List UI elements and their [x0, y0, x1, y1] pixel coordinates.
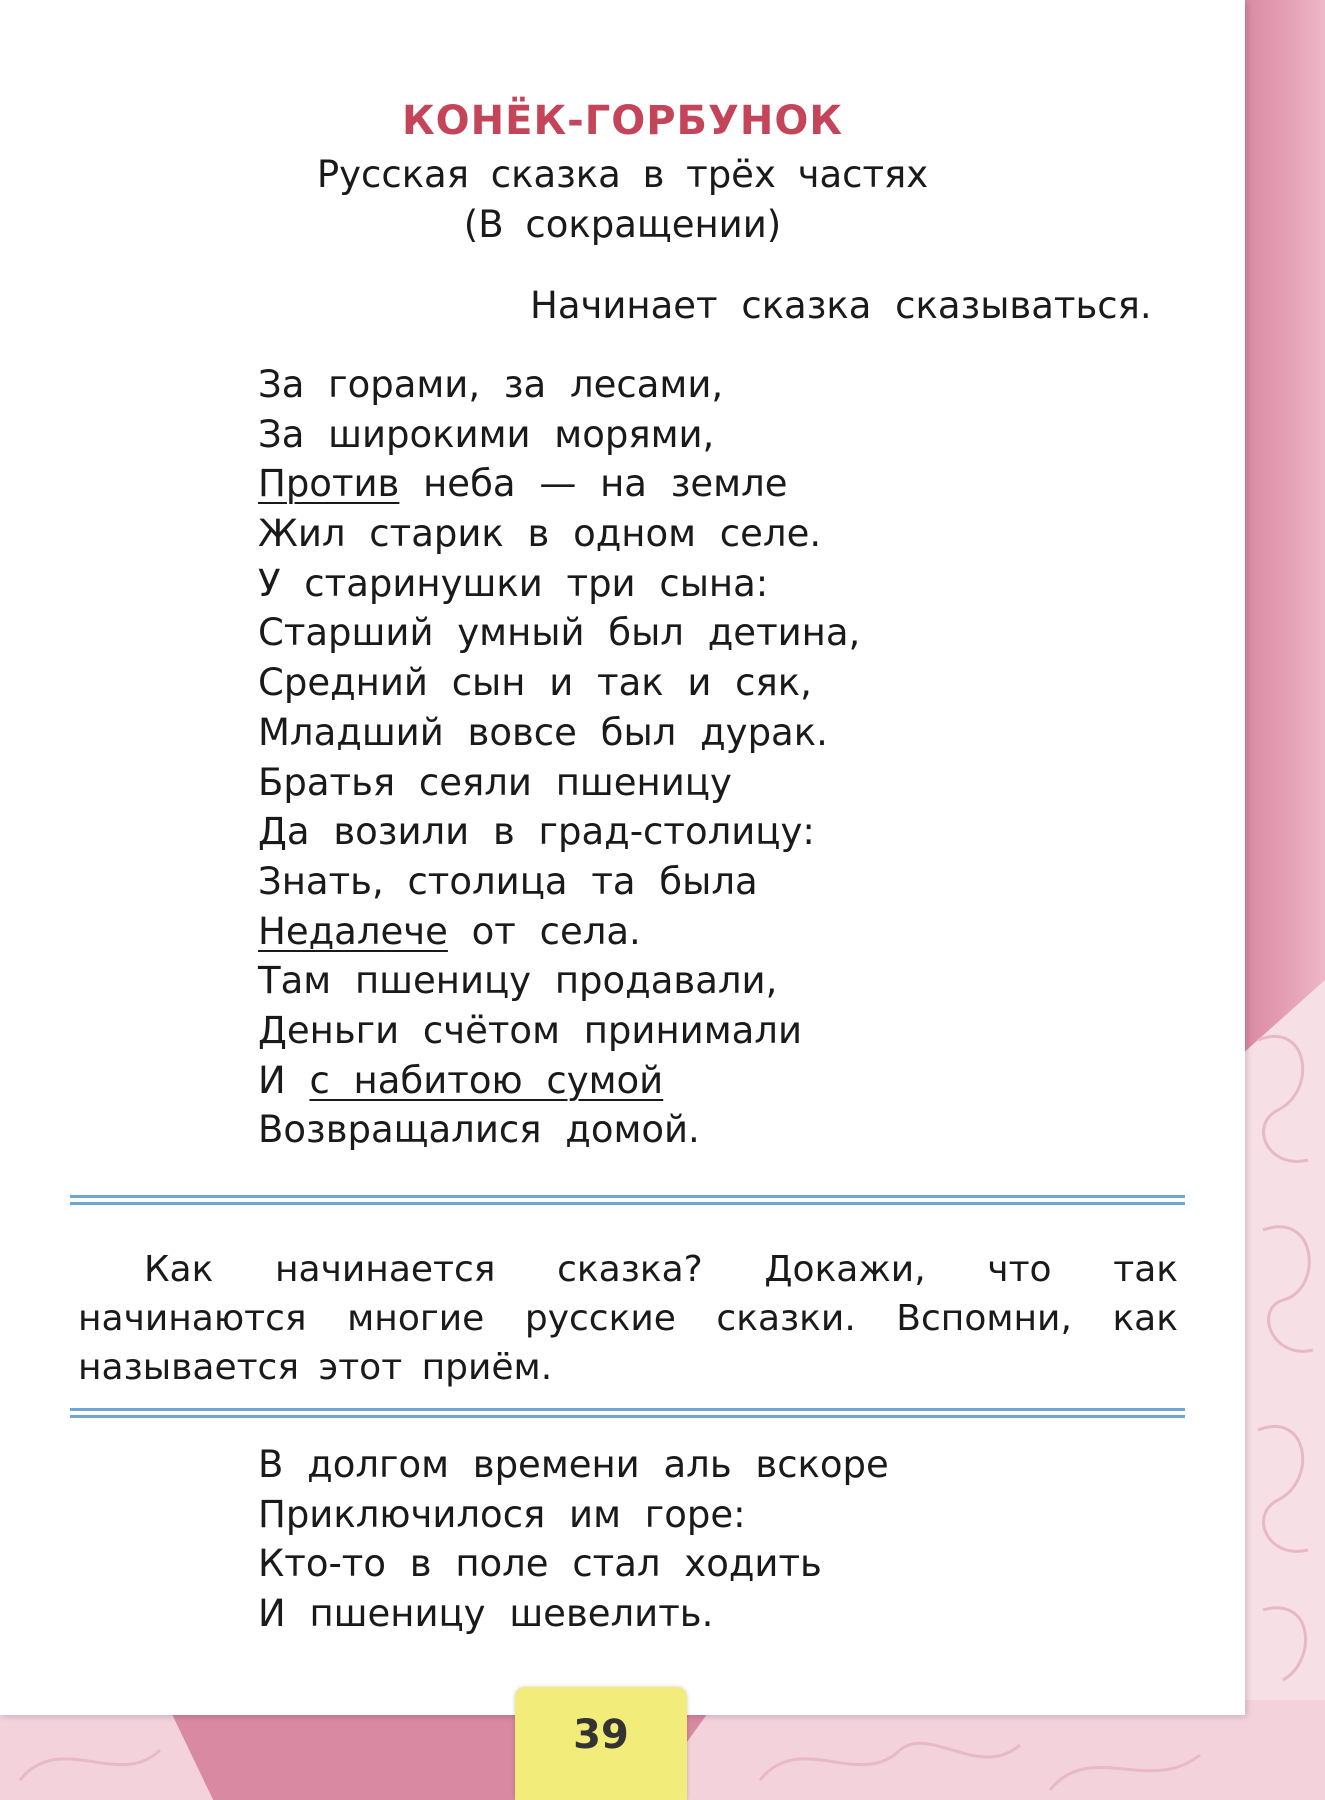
underlined-word: Против — [258, 462, 400, 506]
verse-line: Братья сеяли пшеницу — [258, 760, 732, 804]
verse-line — [258, 1056, 860, 1106]
verse-line: Возвращалися домой. — [258, 1108, 700, 1152]
page-number: 39 — [573, 1712, 629, 1758]
verse-line: В долгом времени аль вскоре — [258, 1443, 889, 1486]
subtitle-genre: Русская сказка в трёх частях — [316, 153, 929, 196]
divider-bottom — [70, 1408, 1185, 1418]
verse-line — [258, 907, 860, 957]
subtitle-abridged: (В сокращении) — [463, 203, 782, 246]
verse-line: У старинушки три сына: — [258, 561, 769, 605]
verse-line: Деньги счётом принимали — [258, 1008, 802, 1052]
verse-line-rest: неба — на земле — [399, 462, 788, 506]
question-task: Как начинается сказка? Докажи, что так начинаются многие русские сказки. Вспомни, как называется этот приём. — [78, 1249, 1178, 1388]
verse-line-start: И — [258, 1058, 310, 1102]
verse-line: Знать, столица та была — [258, 859, 758, 903]
verse-block-2 — [258, 1440, 889, 1639]
verse-line: Кто-то в поле стал ходить — [258, 1542, 822, 1586]
story-title: КОНЁК-ГОРБУНОК — [401, 98, 844, 144]
verse-line: Жил старик в одном селе. — [258, 512, 822, 556]
verse-line: Да возили в град-столицу: — [258, 810, 815, 854]
verse-line: Старший умный был детина, — [258, 611, 861, 655]
verse-line: И пшеницу шевелить. — [258, 1592, 714, 1636]
underlined-word: Недалече — [258, 909, 448, 953]
swirl-ornament-right — [1248, 1000, 1325, 1700]
verse-block-1 — [258, 360, 860, 1155]
verse-line: За широкими морями, — [258, 412, 715, 456]
opening-line: Начинает сказка сказываться. — [530, 284, 1152, 327]
verse-line: Младший вовсе был дурак. — [258, 710, 828, 754]
verse-line-rest: от села. — [447, 909, 641, 953]
verse-line — [258, 459, 860, 509]
verse-line: Средний сын и так и сяк, — [258, 661, 812, 705]
divider-top — [70, 1195, 1185, 1205]
underlined-phrase: с набитою сумой — [309, 1058, 664, 1102]
verse-line: Там пшеницу продавали, — [258, 959, 778, 1003]
verse-line: За горами, за лесами, — [258, 363, 724, 406]
verse-line: Приключилося им горе: — [258, 1492, 746, 1536]
